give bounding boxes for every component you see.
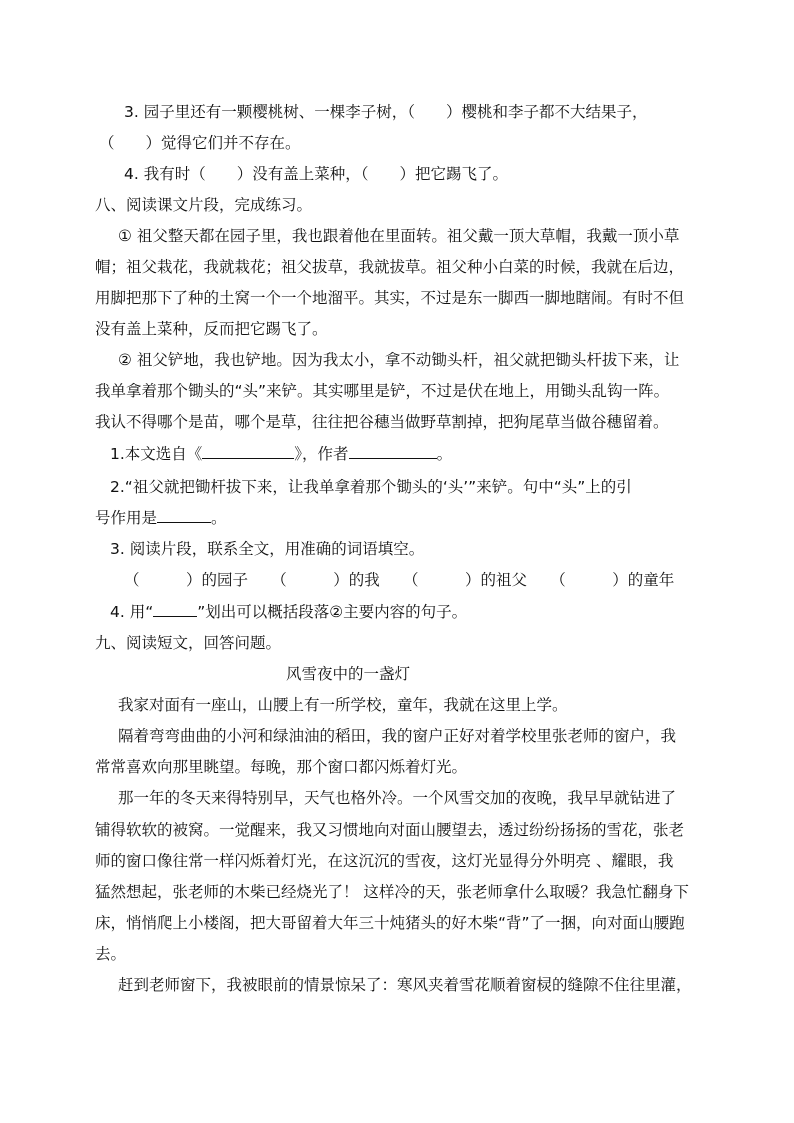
story-paragraph-2-line-2: 常常喜欢向那里眺望。每晚，那个窗口都闪烁着灯光。 [95,758,468,776]
question-8-1 [110,444,452,464]
question-8-4-end: ”划出可以概括段落②主要内容的句子。 [197,603,468,621]
question-7-3-line-2: （ ）觉得它们并不存在。 [99,134,301,152]
passage-paragraph-1-line-3: 用脚把那下了种的土窝一个一个地溜平。其实，不过是东一脚西一脚地瞎闹。有时不但 [95,289,685,307]
passage-paragraph-1-line-1: ① 祖父整天都在园子里，我也跟着他在里面转。祖父戴一顶大草帽，我戴一顶小草 [118,227,680,245]
story-paragraph-3-line-4: 猛然想起，张老师的木柴已经烧光了！ 这样冷的天，张老师拿什么取暖？我急忙翻身下 [95,883,689,901]
question-8-1-end: 。 [436,445,453,463]
passage-paragraph-2-line-2: 我单拿着那个锄头的“头”来铲。其实哪里是铲，不过是伏在地上，用锄头乱钩一阵。 [95,382,670,400]
story-paragraph-1: 我家对面有一座山，山腰上有一所学校，童年，我就在这里上学。 [118,696,568,714]
passage-paragraph-1-line-4: 没有盖上菜种，反而把它踢飞了。 [95,320,328,338]
question-8-2-end: 。 [211,509,227,527]
story-paragraph-3-line-2: 铺得软软的被窝。一觉醒来，我又习惯地向对面山腰望去，透过纷纷扬扬的雪花，张老 [95,821,685,839]
question-8-3: 3. 阅读片段，联系全文，用准确的词语填空。 [110,540,425,558]
story-paragraph-3-line-5: 床，悄悄爬上小楼阁，把大哥留着大年三十炖猪头的好木柴“背”了一捆，向对面山腰跑 [95,914,685,932]
question-7-4: 4. 我有时（ ）没有盖上菜种，（ ）把它踢飞了。 [124,165,508,183]
question-8-1-middle: 》，作者 [294,445,349,463]
story-paragraph-4-line-1: 赶到老师窗下，我被眼前的情景惊呆了：寒风夹着雪花顺着窗棂的缝隙不住往里灌， [118,976,692,994]
book-title-blank[interactable] [202,444,294,459]
author-blank[interactable] [349,444,437,459]
question-8-2-line-1: 2.“祖父就把锄杆拔下来，让我单拿着那个锄头的‘头’”来铲。句中“头”上的引 [110,478,632,496]
section-8-heading: 八、阅读课文片段，完成练习。 [95,196,313,214]
quote-mark-function-blank[interactable] [157,508,211,523]
question-8-4-prefix: 4. 用“ [110,603,154,621]
story-paragraph-2-line-1: 隔着弯弯曲曲的小河和绿油油的稻田，我的窗户正好对着学校里张老师的窗户，我 [118,727,677,745]
question-8-2-line-2 [95,508,227,528]
passage-paragraph-2-line-1: ② 祖父铲地，我也铲地。因为我太小，拿不动锄头杆，祖父就把锄头杆拔下来，让 [118,351,680,369]
section-9-heading: 九、阅读短文，回答问题。 [95,634,282,652]
story-title: 风雪夜中的一盏灯 [286,665,411,683]
underline-mark-sample [153,602,197,617]
question-8-2-prefix: 号作用是 [95,509,158,527]
passage-paragraph-1-line-2: 帽；祖父栽花，我就栽花；祖父拔草，我就拔草。祖父种小白菜的时候，我就在后边， [95,258,685,276]
story-paragraph-3-line-6: 去。 [95,945,127,963]
story-paragraph-3-line-1: 那一年的冬天来得特别早，天气也格外冷。一个风雪交加的夜晚，我早早就钻进了 [118,789,677,807]
story-paragraph-3-line-3: 师的窗口像往常一样闪烁着灯光，在这沉沉的雪夜，这灯光显得分外明亮 、耀眼，我 [95,852,674,870]
question-8-4 [110,602,467,622]
question-8-3-blanks: （ ）的园子 （ ）的我 （ ）的祖父 （ ）的童年 [124,571,675,589]
question-8-1-prefix: 1.本文选自《 [110,445,203,463]
passage-paragraph-2-line-3: 我认不得哪个是苗，哪个是草，往往把谷穗当做野草割掉，把狗尾草当做谷穗留着。 [95,413,669,431]
question-7-3-line-1: 3. 园子里还有一颗樱桃树、一棵李子树，（ ）樱桃和李子都不大结果子， [124,103,648,121]
